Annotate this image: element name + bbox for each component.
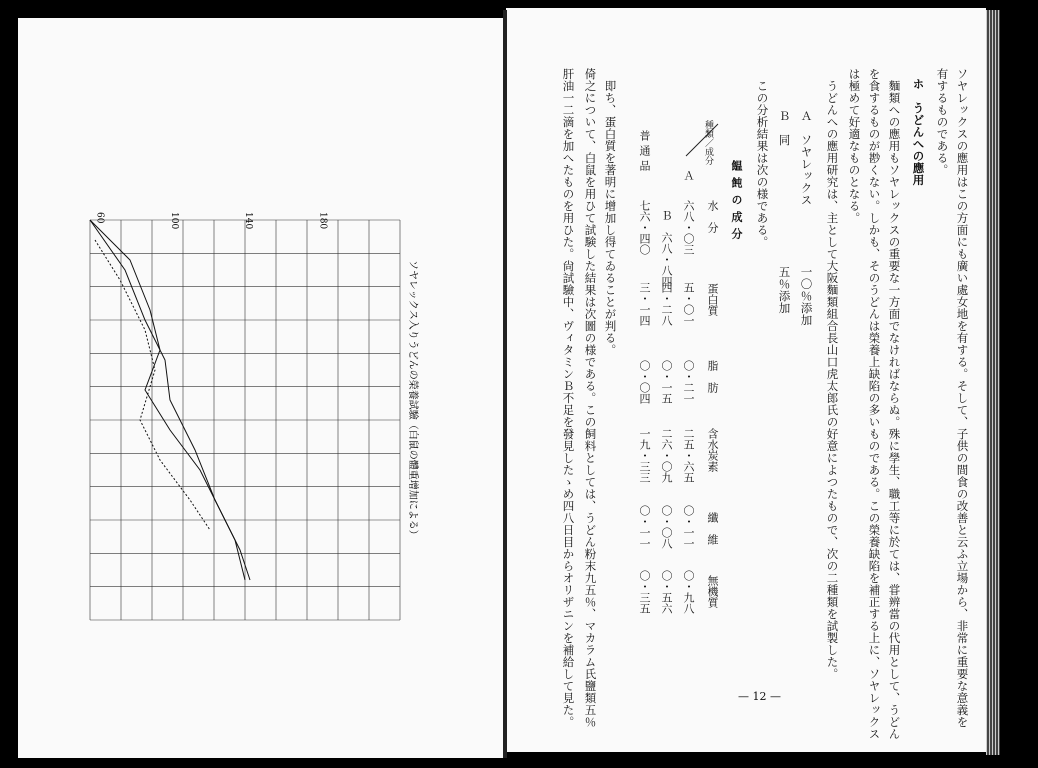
table-cell: 〇・一五 xyxy=(660,360,673,404)
text-column: この分析結果は次の様である。 xyxy=(755,80,770,248)
table-header: 無機質 xyxy=(706,575,719,608)
table-cell: 二六・〇九 xyxy=(660,428,673,483)
text-column: 麵類への應用もソヤレックスの重要な一方面でなければならぬ。殊に學生、職工等に於ては、甞辨當の代用として、うどん xyxy=(887,80,902,740)
y-tick-label: 140 xyxy=(243,212,254,230)
text-column: を食するものが尠くない。しかも、そのうどんは榮養上缺陷の多いものである。この榮養缺陷を補正する上に、ソヤレックス xyxy=(867,68,882,740)
text-column: 有するものである。 xyxy=(935,68,950,176)
text-column: は極めて好適なものとなる。 xyxy=(847,68,862,224)
text-column: ソヤレックスの應用はこの方面にも廣い處女地を有する。そして、子供の間食の改善と云ふ立場から、非常に重要な意義を xyxy=(955,68,970,728)
table-cell: 四・二八 xyxy=(660,282,673,326)
table-cell: 〇・〇四 xyxy=(638,360,651,404)
table-cell: 〇・三五 xyxy=(638,570,651,614)
chart-svg xyxy=(50,200,420,640)
text-column: うどんへの應用研究は、主として大阪麵類組合長山口虎太郎氏の好意によつたもので、次の二種類を試製した。 xyxy=(825,80,840,680)
y-tick-label: 180 xyxy=(317,212,328,230)
table-header: 蛋白質 xyxy=(706,283,719,316)
text-column: Ａ ソヤレックス 一〇％添加 xyxy=(799,110,814,326)
chart-title: ソヤレックス入りうどんの榮養試驗（白鼠の體重增加による） xyxy=(407,260,418,540)
table-cell: 三・一四 xyxy=(638,282,651,326)
weight-chart xyxy=(50,200,420,640)
page-edges xyxy=(986,10,1000,755)
table-cell: 〇・五六 xyxy=(660,570,673,614)
table-cell: 七六・四〇 xyxy=(638,200,651,255)
y-tick-label: 100 xyxy=(168,212,179,230)
table-cell: 〇・二一 xyxy=(682,360,695,404)
table-header: 脂 肪 xyxy=(706,360,719,393)
page-number: — 12 — xyxy=(738,690,781,703)
text-column: 即ち、蛋白質を著明に增加し得てゐることが判る。 xyxy=(603,80,618,356)
y-tick-label: 60 xyxy=(94,212,105,224)
table-cell: 五・〇一 xyxy=(682,282,695,326)
table-cell: 一九・三三 xyxy=(638,428,651,483)
table-cell: 〇・九八 xyxy=(682,570,695,614)
table-cell: 六八・〇三 xyxy=(682,200,695,255)
table-header: 含水炭素 xyxy=(706,428,719,472)
table-corner: 種類／成分 xyxy=(703,120,713,165)
table-cell: 〇・〇八 xyxy=(660,505,673,549)
table-row-label: Ｂ xyxy=(660,210,673,221)
text-column: 倚之について、白鼠を用ひて試験した結果は次圖の様である。この飼料としては、うどん粉末九五％、マカラム氏鹽類五％ xyxy=(583,68,598,728)
text-column: Ｂ 同 五％添加 xyxy=(777,110,792,314)
book-spine xyxy=(503,10,507,758)
table-corner-line xyxy=(682,120,722,160)
table-cell: 六八・八四 xyxy=(660,232,673,287)
table-row-label: 普通品 xyxy=(638,130,651,175)
table-header: 纖 維 xyxy=(706,512,719,545)
table-cell: 二五・六五 xyxy=(682,428,695,483)
section-heading: ホ うどんへの應用 xyxy=(911,78,926,186)
table-row-label: Ａ xyxy=(682,170,695,181)
series-line xyxy=(90,220,245,580)
text-column: 肝油一二滴を加へたものを用ひた。尙試驗中、ヴィタミンＢ不足を發見したゝめ四八日目からオリザニンを補給して見た。 xyxy=(561,68,576,728)
table-cell: 〇・一一 xyxy=(638,505,651,549)
table-header: 水 分 xyxy=(706,200,719,233)
table-cell: 〇・一一 xyxy=(682,505,695,549)
table-title: 饂飩の成分 xyxy=(730,160,743,245)
